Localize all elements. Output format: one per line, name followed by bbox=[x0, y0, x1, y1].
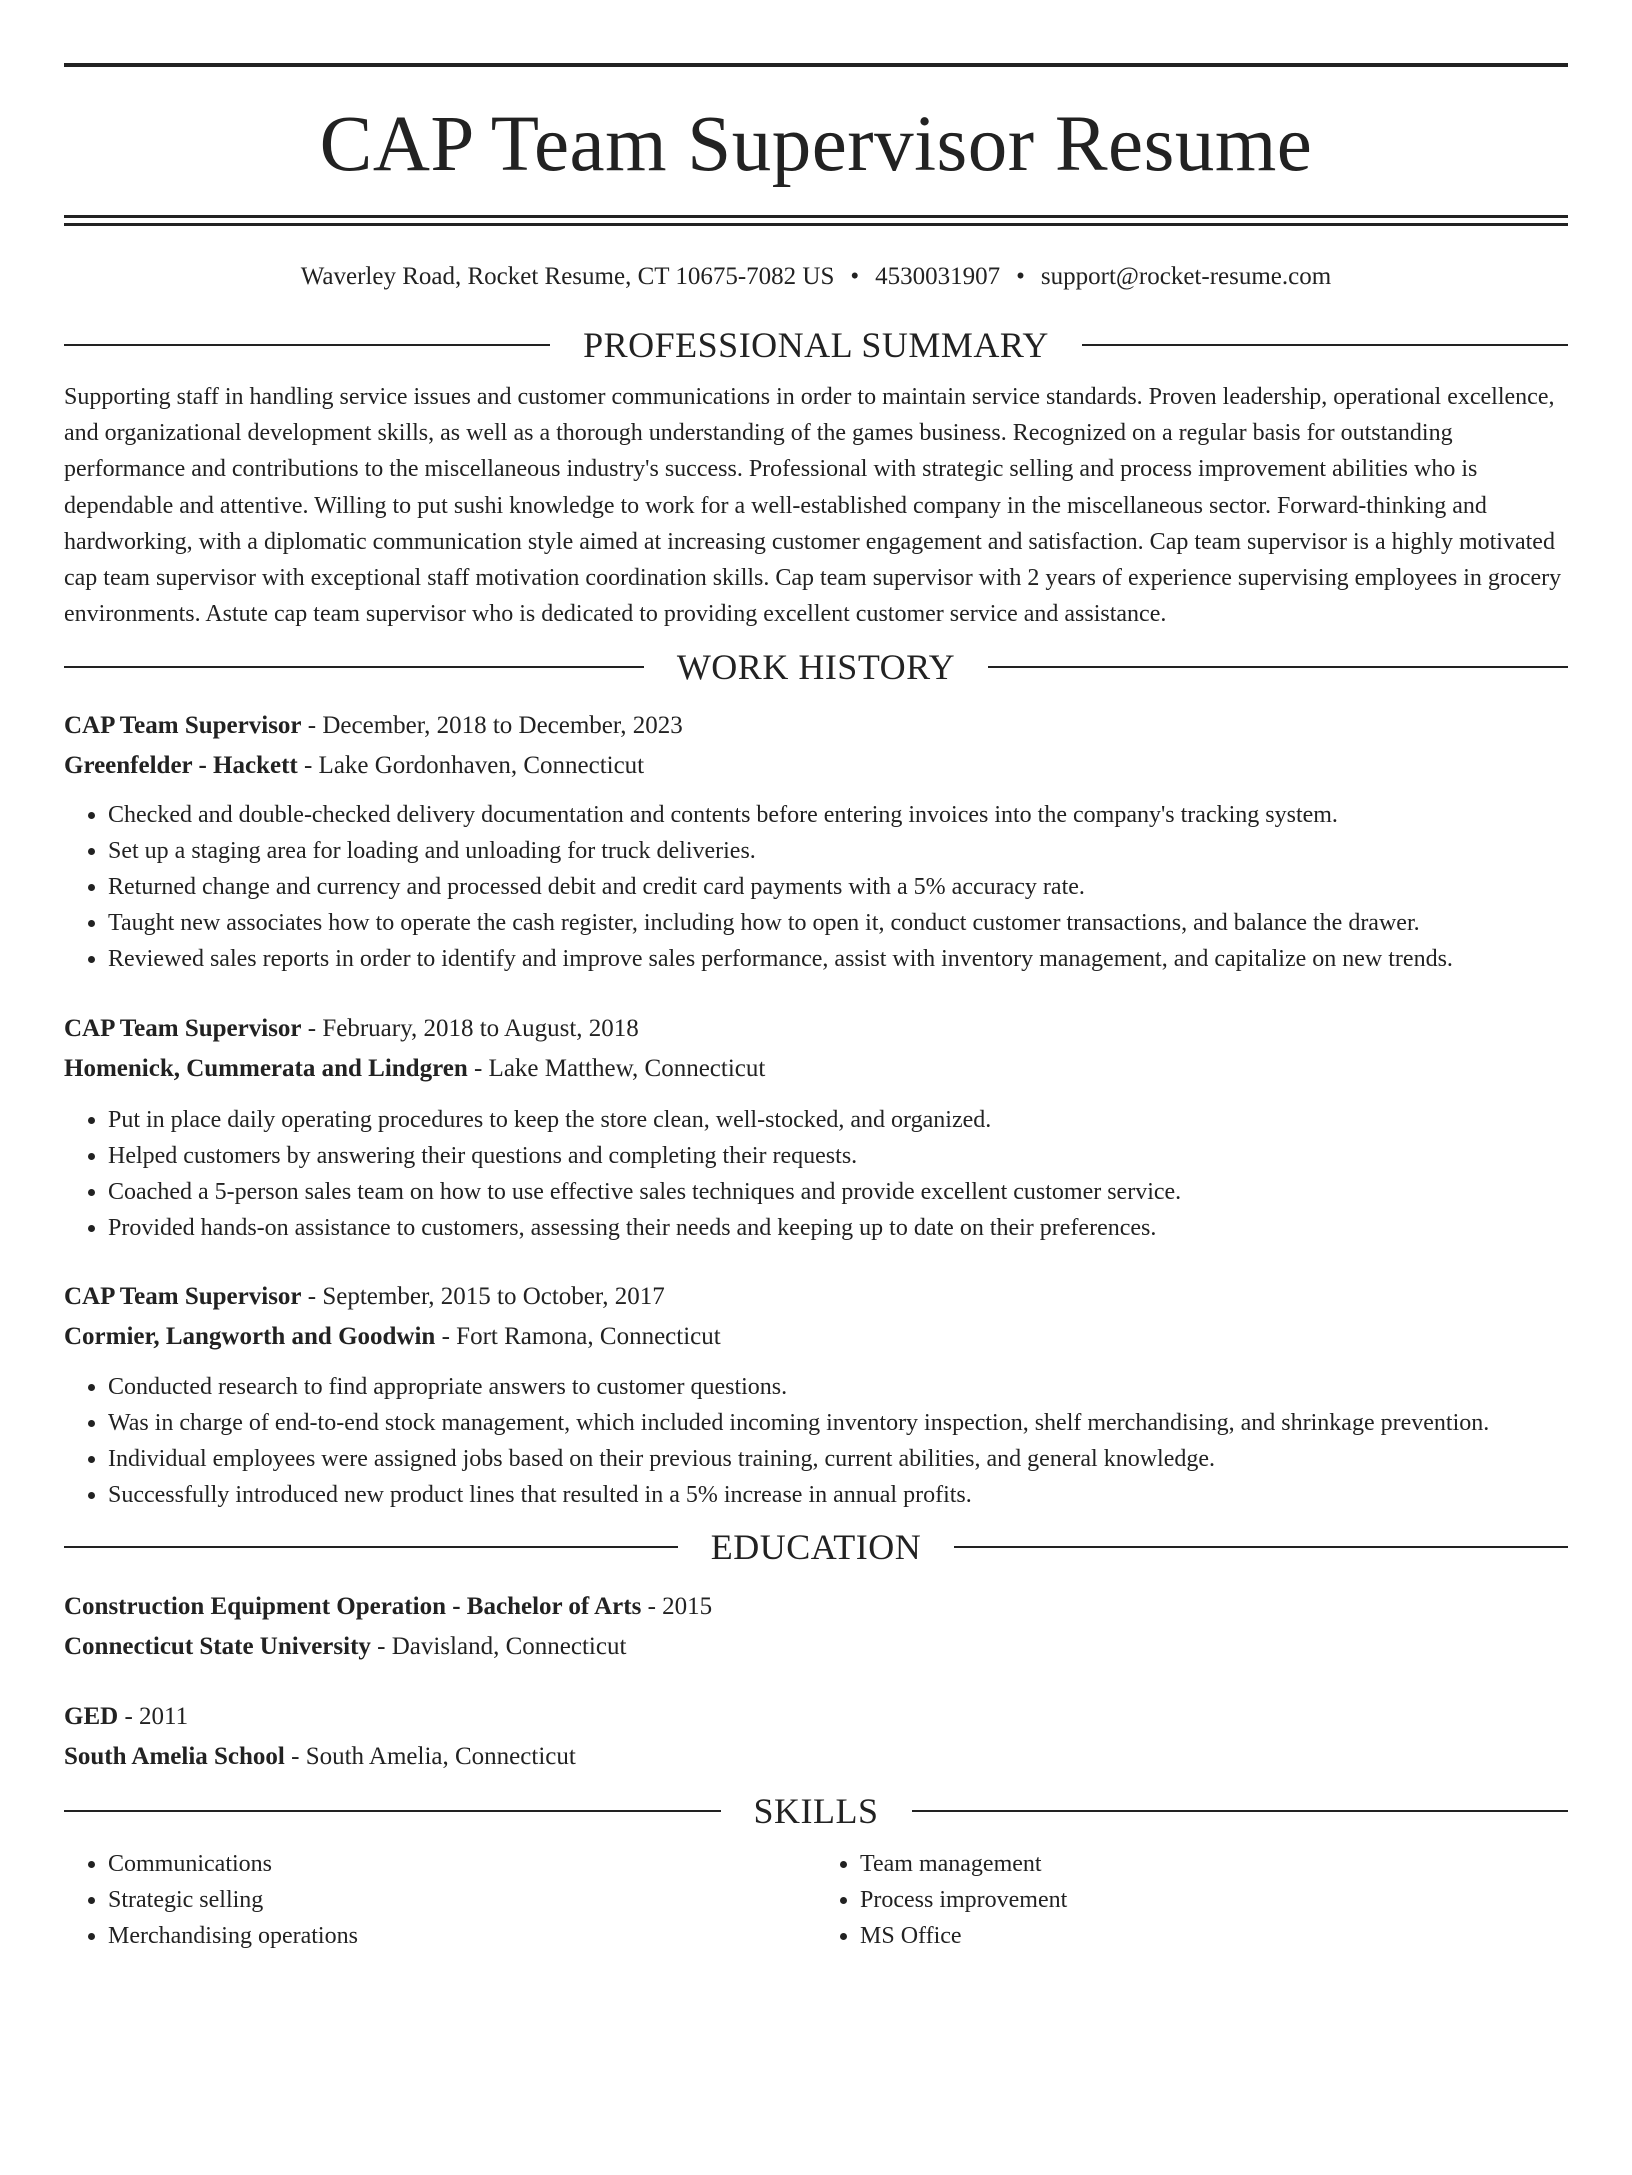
education-school: Connecticut State University bbox=[64, 1633, 371, 1661]
skill-item: • Strategic selling bbox=[108, 1882, 816, 1918]
skill-item: • Communications bbox=[108, 1846, 816, 1882]
job-dates: - December, 2018 to December, 2023 bbox=[301, 712, 683, 740]
list-item: • Set up a staging area for loading and unloading for truck deliveries. bbox=[108, 833, 1568, 869]
divider bbox=[954, 1546, 1568, 1548]
contact-separator: • bbox=[850, 263, 860, 290]
divider bbox=[988, 666, 1568, 668]
section-heading-summary bbox=[64, 325, 1568, 365]
job-company-line bbox=[64, 1049, 1568, 1089]
list-item: • Returned change and currency and processed debit and credit card payments with a 5% accuracy rate. bbox=[108, 869, 1568, 905]
job-company: Homenick, Cummerata and Lindgren bbox=[64, 1055, 468, 1083]
skill-item: • Merchandising operations bbox=[108, 1918, 816, 1954]
list-item: • Conducted research to find appropriate answers to customer questions. bbox=[108, 1369, 1568, 1405]
education-year: - 2011 bbox=[118, 1703, 189, 1731]
section-heading-skills bbox=[64, 1791, 1568, 1831]
education-degree-line bbox=[64, 1697, 1568, 1737]
job-dates: - September, 2015 to October, 2017 bbox=[301, 1283, 665, 1311]
list-item: • Reviewed sales reports in order to identify and improve sales performance, assist with inventory management, and capitalize on new trends. bbox=[108, 941, 1568, 977]
job-entry bbox=[64, 1009, 1568, 1246]
skill-item: • Process improvement bbox=[860, 1882, 1568, 1918]
job-bullets bbox=[64, 1369, 1568, 1513]
divider bbox=[64, 666, 644, 668]
job-company: Greenfelder - Hackett bbox=[64, 752, 298, 780]
divider bbox=[1082, 344, 1568, 346]
education-year: - 2015 bbox=[641, 1593, 713, 1621]
job-location: - Fort Ramona, Connecticut bbox=[435, 1323, 721, 1351]
education-degree-line bbox=[64, 1587, 1568, 1627]
section-title: SKILLS bbox=[753, 1791, 879, 1832]
section-heading-education bbox=[64, 1527, 1568, 1567]
job-role: CAP Team Supervisor bbox=[64, 1015, 302, 1043]
list-item: • Successfully introduced new product lines that resulted in a 5% increase in annual profits. bbox=[108, 1477, 1568, 1513]
contact-line bbox=[64, 262, 1568, 292]
job-entry bbox=[64, 706, 1568, 977]
education-location: - Davisland, Connecticut bbox=[370, 1633, 627, 1661]
education-school-line bbox=[64, 1737, 1568, 1777]
job-location: - Lake Gordonhaven, Connecticut bbox=[297, 752, 645, 780]
list-item: • Helped customers by answering their questions and completing their requests. bbox=[108, 1138, 1568, 1174]
job-role: CAP Team Supervisor bbox=[64, 712, 302, 740]
list-item: • Checked and double-checked delivery documentation and contents before entering invoices into the company's tracking system. bbox=[108, 797, 1568, 833]
contact-email: support@rocket-resume.com bbox=[1040, 263, 1332, 290]
education-school: South Amelia School bbox=[64, 1743, 285, 1771]
skills-column-right bbox=[816, 1846, 1568, 1954]
contact-phone: 4530031907 bbox=[875, 263, 1001, 290]
education-location: - South Amelia, Connecticut bbox=[284, 1743, 576, 1771]
section-heading-work bbox=[64, 647, 1568, 687]
contact-address: Waverley Road, Rocket Resume, CT 10675-7082 US bbox=[300, 263, 835, 290]
list-item: • Coached a 5-person sales team on how to use effective sales techniques and provide excellent customer service. bbox=[108, 1174, 1568, 1210]
job-title-line bbox=[64, 1009, 1568, 1049]
education-school-line bbox=[64, 1627, 1568, 1667]
divider bbox=[64, 1546, 678, 1548]
list-item: • Provided hands-on assistance to customers, assessing their needs and keeping up to date on their preferences. bbox=[108, 1210, 1568, 1246]
resume-page bbox=[0, 63, 1632, 2175]
job-location: - Lake Matthew, Connecticut bbox=[467, 1055, 766, 1083]
divider bbox=[64, 344, 550, 346]
job-title-line bbox=[64, 706, 1568, 746]
education-degree: GED bbox=[64, 1703, 119, 1731]
education-entry bbox=[64, 1697, 1568, 1777]
job-title-line bbox=[64, 1277, 1568, 1317]
education-entry bbox=[64, 1587, 1568, 1667]
contact-separator: • bbox=[1016, 263, 1025, 290]
section-title: EDUCATION bbox=[710, 1527, 922, 1568]
job-bullets bbox=[64, 1102, 1568, 1246]
job-company-line bbox=[64, 746, 1568, 786]
list-item: • Put in place daily operating procedures to keep the store clean, well-stocked, and organized. bbox=[108, 1102, 1568, 1138]
job-company: Cormier, Langworth and Goodwin bbox=[64, 1323, 436, 1351]
skills-grid bbox=[64, 1846, 1568, 1954]
title-double-rule bbox=[64, 215, 1568, 226]
divider bbox=[912, 1810, 1569, 1812]
job-dates: - February, 2018 to August, 2018 bbox=[301, 1015, 639, 1043]
top-rule bbox=[64, 63, 1568, 67]
list-item: • Individual employees were assigned jobs based on their previous training, current abilities, and general knowledge. bbox=[108, 1441, 1568, 1477]
skill-item: • Team management bbox=[860, 1846, 1568, 1882]
section-title: WORK HISTORY bbox=[676, 647, 956, 688]
divider bbox=[64, 1810, 721, 1812]
list-item: • Taught new associates how to operate the cash register, including how to open it, conduct customer transactions, and balance the drawer. bbox=[108, 905, 1568, 941]
job-company-line bbox=[64, 1317, 1568, 1357]
summary-text: Supporting staff in handling service issues and customer communications in order to maintain service standards. Proven leadership, operational excellence, and organizational development skills, as well as a thorough understanding of the games business. Recognized on a regular basis for outstanding performance and contributions to the miscellaneous industry's success. Professional with strategic selling and process improvement abilities who is dependable and attentive. Willing to put sushi knowledge to work for a well-established company in the miscellaneous sector. Forward-thinking and hardworking, with a diplomatic communication style aimed at increasing customer engagement and satisfaction. Cap team supervisor is a highly motivated cap team supervisor with exceptional staff motivation coordination skills. Cap team supervisor with 2 years of experience supervising employees in grocery environments. Astute cap team supervisor who is dedicated to providing excellent customer service and assistance. bbox=[64, 384, 1562, 628]
skills-column-left bbox=[64, 1846, 816, 1954]
job-bullets bbox=[64, 797, 1568, 977]
job-role: CAP Team Supervisor bbox=[64, 1283, 302, 1311]
section-title: PROFESSIONAL SUMMARY bbox=[583, 325, 1049, 365]
education-degree: Construction Equipment Operation - Bachelor of Arts bbox=[64, 1593, 642, 1621]
list-item: • Was in charge of end-to-end stock management, which included incoming inventory inspection, shelf merchandising, and shrinkage prevention. bbox=[108, 1405, 1568, 1441]
page-title: CAP Team Supervisor Resume bbox=[319, 101, 1313, 188]
skill-item: • MS Office bbox=[860, 1918, 1568, 1954]
job-entry bbox=[64, 1277, 1568, 1513]
